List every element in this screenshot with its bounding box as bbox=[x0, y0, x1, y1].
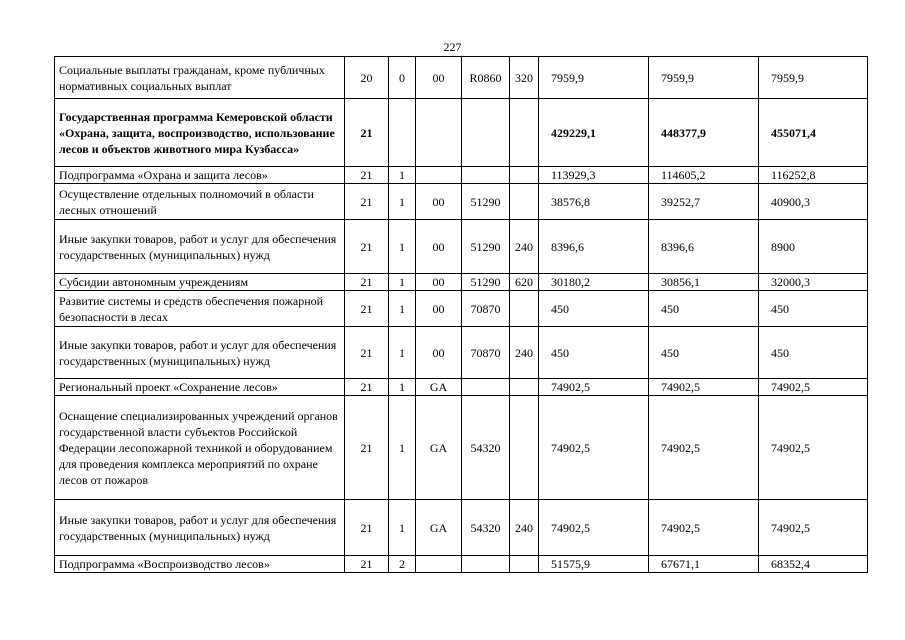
code-subprogram: 1 bbox=[389, 167, 416, 184]
code-subprogram: 1 bbox=[389, 184, 416, 220]
code-expense-type bbox=[510, 291, 539, 327]
code-direction: 00 bbox=[416, 57, 462, 99]
amount-year-2: 39252,7 bbox=[649, 184, 759, 220]
code-direction: 00 bbox=[416, 220, 462, 274]
code-subprogram bbox=[389, 99, 416, 167]
code-section: 21 bbox=[345, 556, 389, 573]
amount-year-1: 74902,5 bbox=[539, 500, 649, 556]
amount-year-1: 74902,5 bbox=[539, 396, 649, 500]
row-name: Осуществление отдельных полномочий в области лесных отношений bbox=[55, 184, 345, 220]
table-row bbox=[55, 327, 868, 379]
code-section: 21 bbox=[345, 500, 389, 556]
code-expense bbox=[462, 99, 510, 167]
code-expense-type bbox=[510, 184, 539, 220]
amount-year-1: 51575,9 bbox=[539, 556, 649, 573]
amount-year-3: 116252,8 bbox=[759, 167, 868, 184]
amount-year-3: 40900,3 bbox=[759, 184, 868, 220]
code-expense: 54320 bbox=[462, 396, 510, 500]
table-row bbox=[55, 167, 868, 184]
amount-year-2: 114605,2 bbox=[649, 167, 759, 184]
amount-year-2: 74902,5 bbox=[649, 396, 759, 500]
code-direction: 00 bbox=[416, 274, 462, 291]
amount-year-3: 450 bbox=[759, 327, 868, 379]
code-subprogram: 1 bbox=[389, 220, 416, 274]
amount-year-1: 38576,8 bbox=[539, 184, 649, 220]
code-expense: R0860 bbox=[462, 57, 510, 99]
code-subprogram: 1 bbox=[389, 274, 416, 291]
code-expense-type bbox=[510, 396, 539, 500]
code-direction bbox=[416, 556, 462, 573]
amount-year-2: 30856,1 bbox=[649, 274, 759, 291]
code-section: 20 bbox=[345, 57, 389, 99]
code-section: 21 bbox=[345, 379, 389, 396]
amount-year-1: 429229,1 bbox=[539, 99, 649, 167]
amount-year-2: 74902,5 bbox=[649, 379, 759, 396]
amount-year-2: 450 bbox=[649, 291, 759, 327]
table-row bbox=[55, 57, 868, 99]
code-section: 21 bbox=[345, 184, 389, 220]
amount-year-2: 67671,1 bbox=[649, 556, 759, 573]
code-direction: 00 bbox=[416, 327, 462, 379]
table-row bbox=[55, 291, 868, 327]
code-expense-type: 240 bbox=[510, 500, 539, 556]
code-direction: 00 bbox=[416, 184, 462, 220]
code-expense: 51290 bbox=[462, 184, 510, 220]
code-expense: 54320 bbox=[462, 500, 510, 556]
amount-year-3: 74902,5 bbox=[759, 379, 868, 396]
row-name: Иные закупки товаров, работ и услуг для обеспечения государственных (муниципальных) нужд bbox=[55, 500, 345, 556]
code-subprogram: 1 bbox=[389, 396, 416, 500]
amount-year-1: 450 bbox=[539, 327, 649, 379]
code-subprogram: 1 bbox=[389, 379, 416, 396]
code-expense bbox=[462, 556, 510, 573]
amount-year-3: 32000,3 bbox=[759, 274, 868, 291]
amount-year-1: 7959,9 bbox=[539, 57, 649, 99]
code-expense-type: 620 bbox=[510, 274, 539, 291]
code-section: 21 bbox=[345, 274, 389, 291]
code-expense bbox=[462, 167, 510, 184]
code-expense-type bbox=[510, 99, 539, 167]
amount-year-3: 74902,5 bbox=[759, 500, 868, 556]
table-row bbox=[55, 274, 868, 291]
amount-year-3: 450 bbox=[759, 291, 868, 327]
row-name: Оснащение специализированных учреждений органов государственной власти субъектов Российской Федерации лесопожарной техникой и оборудованием для проведения комплекса мероприятий по охране лесов от пожаров bbox=[55, 396, 345, 500]
amount-year-3: 8900 bbox=[759, 220, 868, 274]
table-row bbox=[55, 99, 868, 167]
row-name: Подпрограмма «Охрана и защита лесов» bbox=[55, 167, 345, 184]
table-row bbox=[55, 379, 868, 396]
amount-year-2: 448377,9 bbox=[649, 99, 759, 167]
amount-year-2: 7959,9 bbox=[649, 57, 759, 99]
code-expense: 51290 bbox=[462, 220, 510, 274]
table-row bbox=[55, 184, 868, 220]
amount-year-1: 74902,5 bbox=[539, 379, 649, 396]
amount-year-2: 74902,5 bbox=[649, 500, 759, 556]
amount-year-1: 8396,6 bbox=[539, 220, 649, 274]
code-section: 21 bbox=[345, 396, 389, 500]
code-expense bbox=[462, 379, 510, 396]
amount-year-3: 7959,9 bbox=[759, 57, 868, 99]
code-section: 21 bbox=[345, 220, 389, 274]
code-subprogram: 2 bbox=[389, 556, 416, 573]
code-subprogram: 1 bbox=[389, 327, 416, 379]
amount-year-3: 68352,4 bbox=[759, 556, 868, 573]
table-row bbox=[55, 556, 868, 573]
amount-year-3: 455071,4 bbox=[759, 99, 868, 167]
code-direction: GA bbox=[416, 500, 462, 556]
code-expense-type bbox=[510, 167, 539, 184]
code-direction: GA bbox=[416, 379, 462, 396]
code-direction: GA bbox=[416, 396, 462, 500]
code-expense: 70870 bbox=[462, 291, 510, 327]
row-name: Субсидии автономным учреждениям bbox=[55, 274, 345, 291]
code-expense-type: 240 bbox=[510, 327, 539, 379]
amount-year-1: 113929,3 bbox=[539, 167, 649, 184]
page-number: 227 bbox=[443, 40, 462, 54]
code-expense-type: 240 bbox=[510, 220, 539, 274]
code-direction: 00 bbox=[416, 291, 462, 327]
code-expense: 51290 bbox=[462, 274, 510, 291]
row-name: Иные закупки товаров, работ и услуг для обеспечения государственных (муниципальных) нужд bbox=[55, 220, 345, 274]
amount-year-1: 450 bbox=[539, 291, 649, 327]
row-name: Государственная программа Кемеровской области «Охрана, защита, воспроизводство, использование лесов и объектов животного мира Кузбасса» bbox=[55, 99, 345, 167]
code-section: 21 bbox=[345, 99, 389, 167]
code-direction bbox=[416, 167, 462, 184]
amount-year-1: 30180,2 bbox=[539, 274, 649, 291]
code-expense-type bbox=[510, 379, 539, 396]
row-name: Иные закупки товаров, работ и услуг для обеспечения государственных (муниципальных) нужд bbox=[55, 327, 345, 379]
row-name: Региональный проект «Сохранение лесов» bbox=[55, 379, 345, 396]
code-section: 21 bbox=[345, 167, 389, 184]
code-expense-type: 320 bbox=[510, 57, 539, 99]
table-row bbox=[55, 220, 868, 274]
code-section: 21 bbox=[345, 327, 389, 379]
row-name: Развитие системы и средств обеспечения пожарной безопасности в лесах bbox=[55, 291, 345, 327]
row-name: Социальные выплаты гражданам, кроме публичных нормативных социальных выплат bbox=[55, 57, 345, 99]
code-subprogram: 1 bbox=[389, 500, 416, 556]
budget-table bbox=[54, 56, 868, 573]
code-section: 21 bbox=[345, 291, 389, 327]
row-name: Подпрограмма «Воспроизводство лесов» bbox=[55, 556, 345, 573]
table-row bbox=[55, 500, 868, 556]
amount-year-2: 8396,6 bbox=[649, 220, 759, 274]
code-subprogram: 0 bbox=[389, 57, 416, 99]
code-expense-type bbox=[510, 556, 539, 573]
code-expense: 70870 bbox=[462, 327, 510, 379]
code-direction bbox=[416, 99, 462, 167]
code-subprogram: 1 bbox=[389, 291, 416, 327]
amount-year-2: 450 bbox=[649, 327, 759, 379]
amount-year-3: 74902,5 bbox=[759, 396, 868, 500]
table-row bbox=[55, 396, 868, 500]
